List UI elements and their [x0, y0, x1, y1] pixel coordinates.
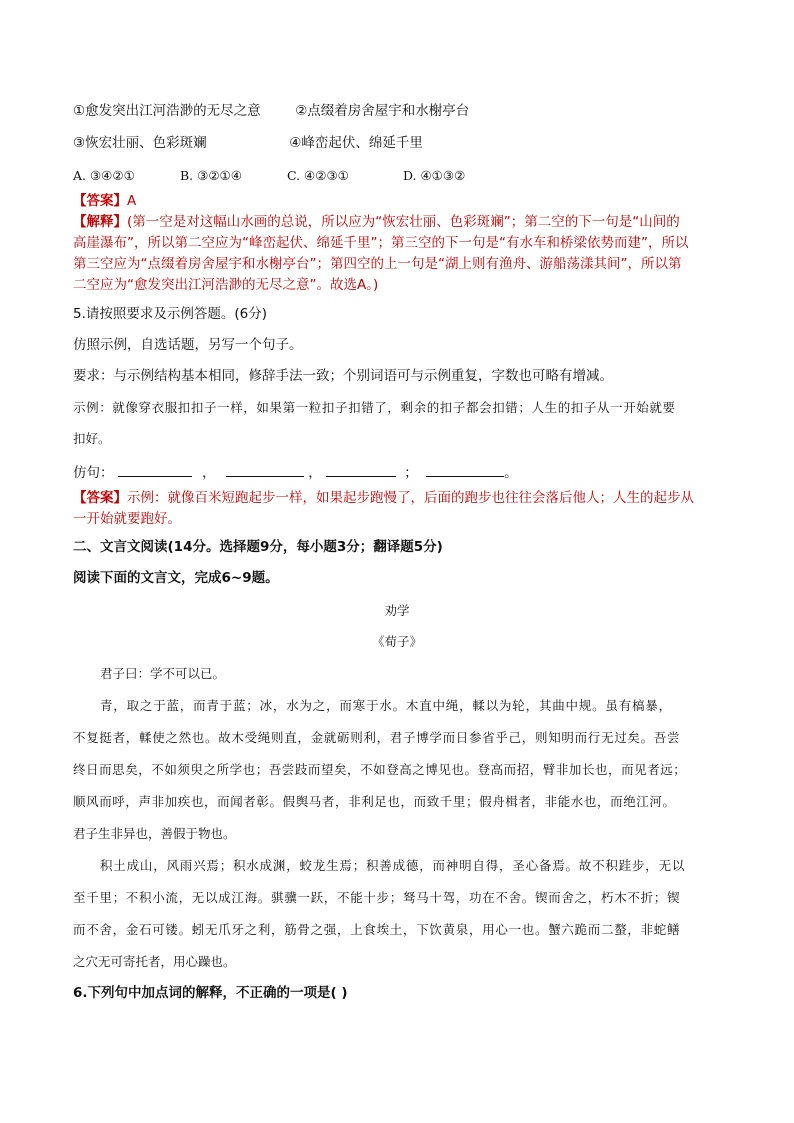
passage-line: 终日而思矣，不如须臾之所学也；吾尝跂而望矣，不如登高之博见也。登高而招，臂非加长也，而见者远；: [73, 762, 687, 777]
q4-explanation-line: 第三空应为“点缀着房舍屋宇和水榭亭台”；第四空的上一句是“湖上则有渔舟、游船荡漾其间”，所以第: [73, 256, 682, 272]
q4-phrase-1: ①愈发突出江河浩渺的无尽之意: [73, 103, 261, 119]
blank-4[interactable]: [426, 462, 504, 477]
q6-title: 6.下列句中加点词的解释，不正确的一项是( ): [73, 985, 348, 1001]
poem-title: 劝学: [384, 603, 410, 618]
passage-line: 不复挺者，輮使之然也。故木受绳则直，金就砺则利，君子博学而日参省乎己，则知明而行无过矣。吾尝: [73, 730, 681, 745]
explain-text: (第一空是对这幅山水画的总说，所以应为“恢宏壮丽、色彩斑斓”；第二空的下一句是“山间的: [127, 214, 680, 230]
q4-option-a: A. ③④②①: [73, 168, 135, 183]
q5-fill-line: [73, 462, 518, 483]
passage-line: 顺风而呼，声非加疾也，而闻者彰。假舆马者，非利足也，而致千里；假舟楫者，非能水也，而绝江河。: [73, 794, 676, 809]
answer-value: A: [127, 193, 137, 209]
q4-phrase-row-1: [73, 101, 469, 121]
poem-author: 《荀子》: [371, 634, 422, 649]
q5-title: 5.请按照要求及示例答题。(6分): [73, 306, 268, 322]
section-intro: 阅读下面的文言文，完成6~9题。: [73, 570, 279, 586]
answer-tag: 【答案】: [73, 193, 127, 209]
q5-example: 示例：就像穿衣服扣扣子一样，如果第一粒扣子扣错了，剩余的扣子都会扣错；人生的扣子从一开始就要: [73, 400, 676, 415]
answer-tag: 【答案】: [73, 490, 127, 506]
blank-3[interactable]: [326, 462, 396, 477]
q4-phrase-3: ③恢宏壮丽、色彩斑斓: [73, 135, 207, 151]
q5-answer: [73, 488, 694, 508]
answer-text: 示例：就像百米短跑起步一样，如果起步跑慢了，后面的跑步也往往会落后他人；人生的起步从: [127, 490, 694, 506]
q4-phrase-2: ②点缀着房舍屋宇和水榭亭台: [295, 103, 470, 119]
q4-option-d: D. ④①③②: [402, 168, 466, 183]
q4-phrase-row-2: [73, 133, 423, 153]
q4-option-b: B. ③②①④: [179, 168, 242, 183]
section-heading: 二、文言文阅读(14分。选择题9分，每小题3分；翻译题5分): [73, 539, 443, 555]
fill-separator: ；: [404, 465, 418, 481]
q5-example: 扣好。: [73, 431, 111, 446]
fill-separator: ，: [308, 465, 322, 481]
q4-explanation-line: 二空应为“愈发突出江河浩渺的无尽之意”。故选A。): [73, 277, 379, 293]
q4-explanation-line: [73, 212, 680, 232]
passage-line: 青，取之于蓝，而青于蓝；冰，水为之，而寒于水。木直中绳，輮以为轮，其曲中规。虽有槁暴，: [100, 698, 672, 713]
passage-line: 之穴无可寄托者，用心躁也。: [73, 954, 236, 969]
passage-line: 君子曰：学不可以已。: [100, 666, 226, 681]
passage-line: 积土成山，风雨兴焉；积水成渊，蛟龙生焉；积善成德，而神明自得，圣心备焉。故不积跬步，无以: [100, 858, 686, 873]
q4-phrase-4: ④峰峦起伏、绵延千里: [289, 135, 423, 151]
q5-answer-cont: 一开始就要跑好。: [73, 511, 181, 527]
passage-line: 而不舍，金石可镂。蚓无爪牙之利，筋骨之强，上食埃土，下饮黄泉，用心一也。蟹六跪而二螯，非蛇鳝: [73, 922, 681, 937]
q4-explanation-line: 高崖瀑布”，所以第二空应为“峰峦起伏、绵延千里”；第三空的下一句是“有水车和桥梁依势而建”，所以: [73, 235, 689, 251]
q5-instruction: 仿照示例，自选话题，另写一个句子。: [73, 337, 303, 353]
fill-label: 仿句：: [73, 465, 114, 481]
fill-end: 。: [504, 465, 518, 481]
q4-answer: [73, 191, 136, 211]
q5-requirement: 要求：与示例结构基本相同，修辞手法一致；个别词语可与示例重复，字数也可略有增减。: [73, 368, 613, 384]
passage-line: 至千里；不积小流，无以成江海。骐骥一跃，不能十步；驽马十驾，功在不舍。锲而舍之，朽木不折；锲: [73, 890, 681, 905]
explain-tag: 【解释】: [73, 214, 127, 230]
blank-2[interactable]: [226, 462, 304, 477]
blank-1[interactable]: [118, 462, 192, 477]
q4-option-c: C. ④②③①: [286, 168, 349, 183]
passage-line: 君子生非异也，善假于物也。: [73, 826, 236, 841]
q4-choices: [73, 166, 465, 186]
fill-separator: ，: [202, 465, 216, 481]
